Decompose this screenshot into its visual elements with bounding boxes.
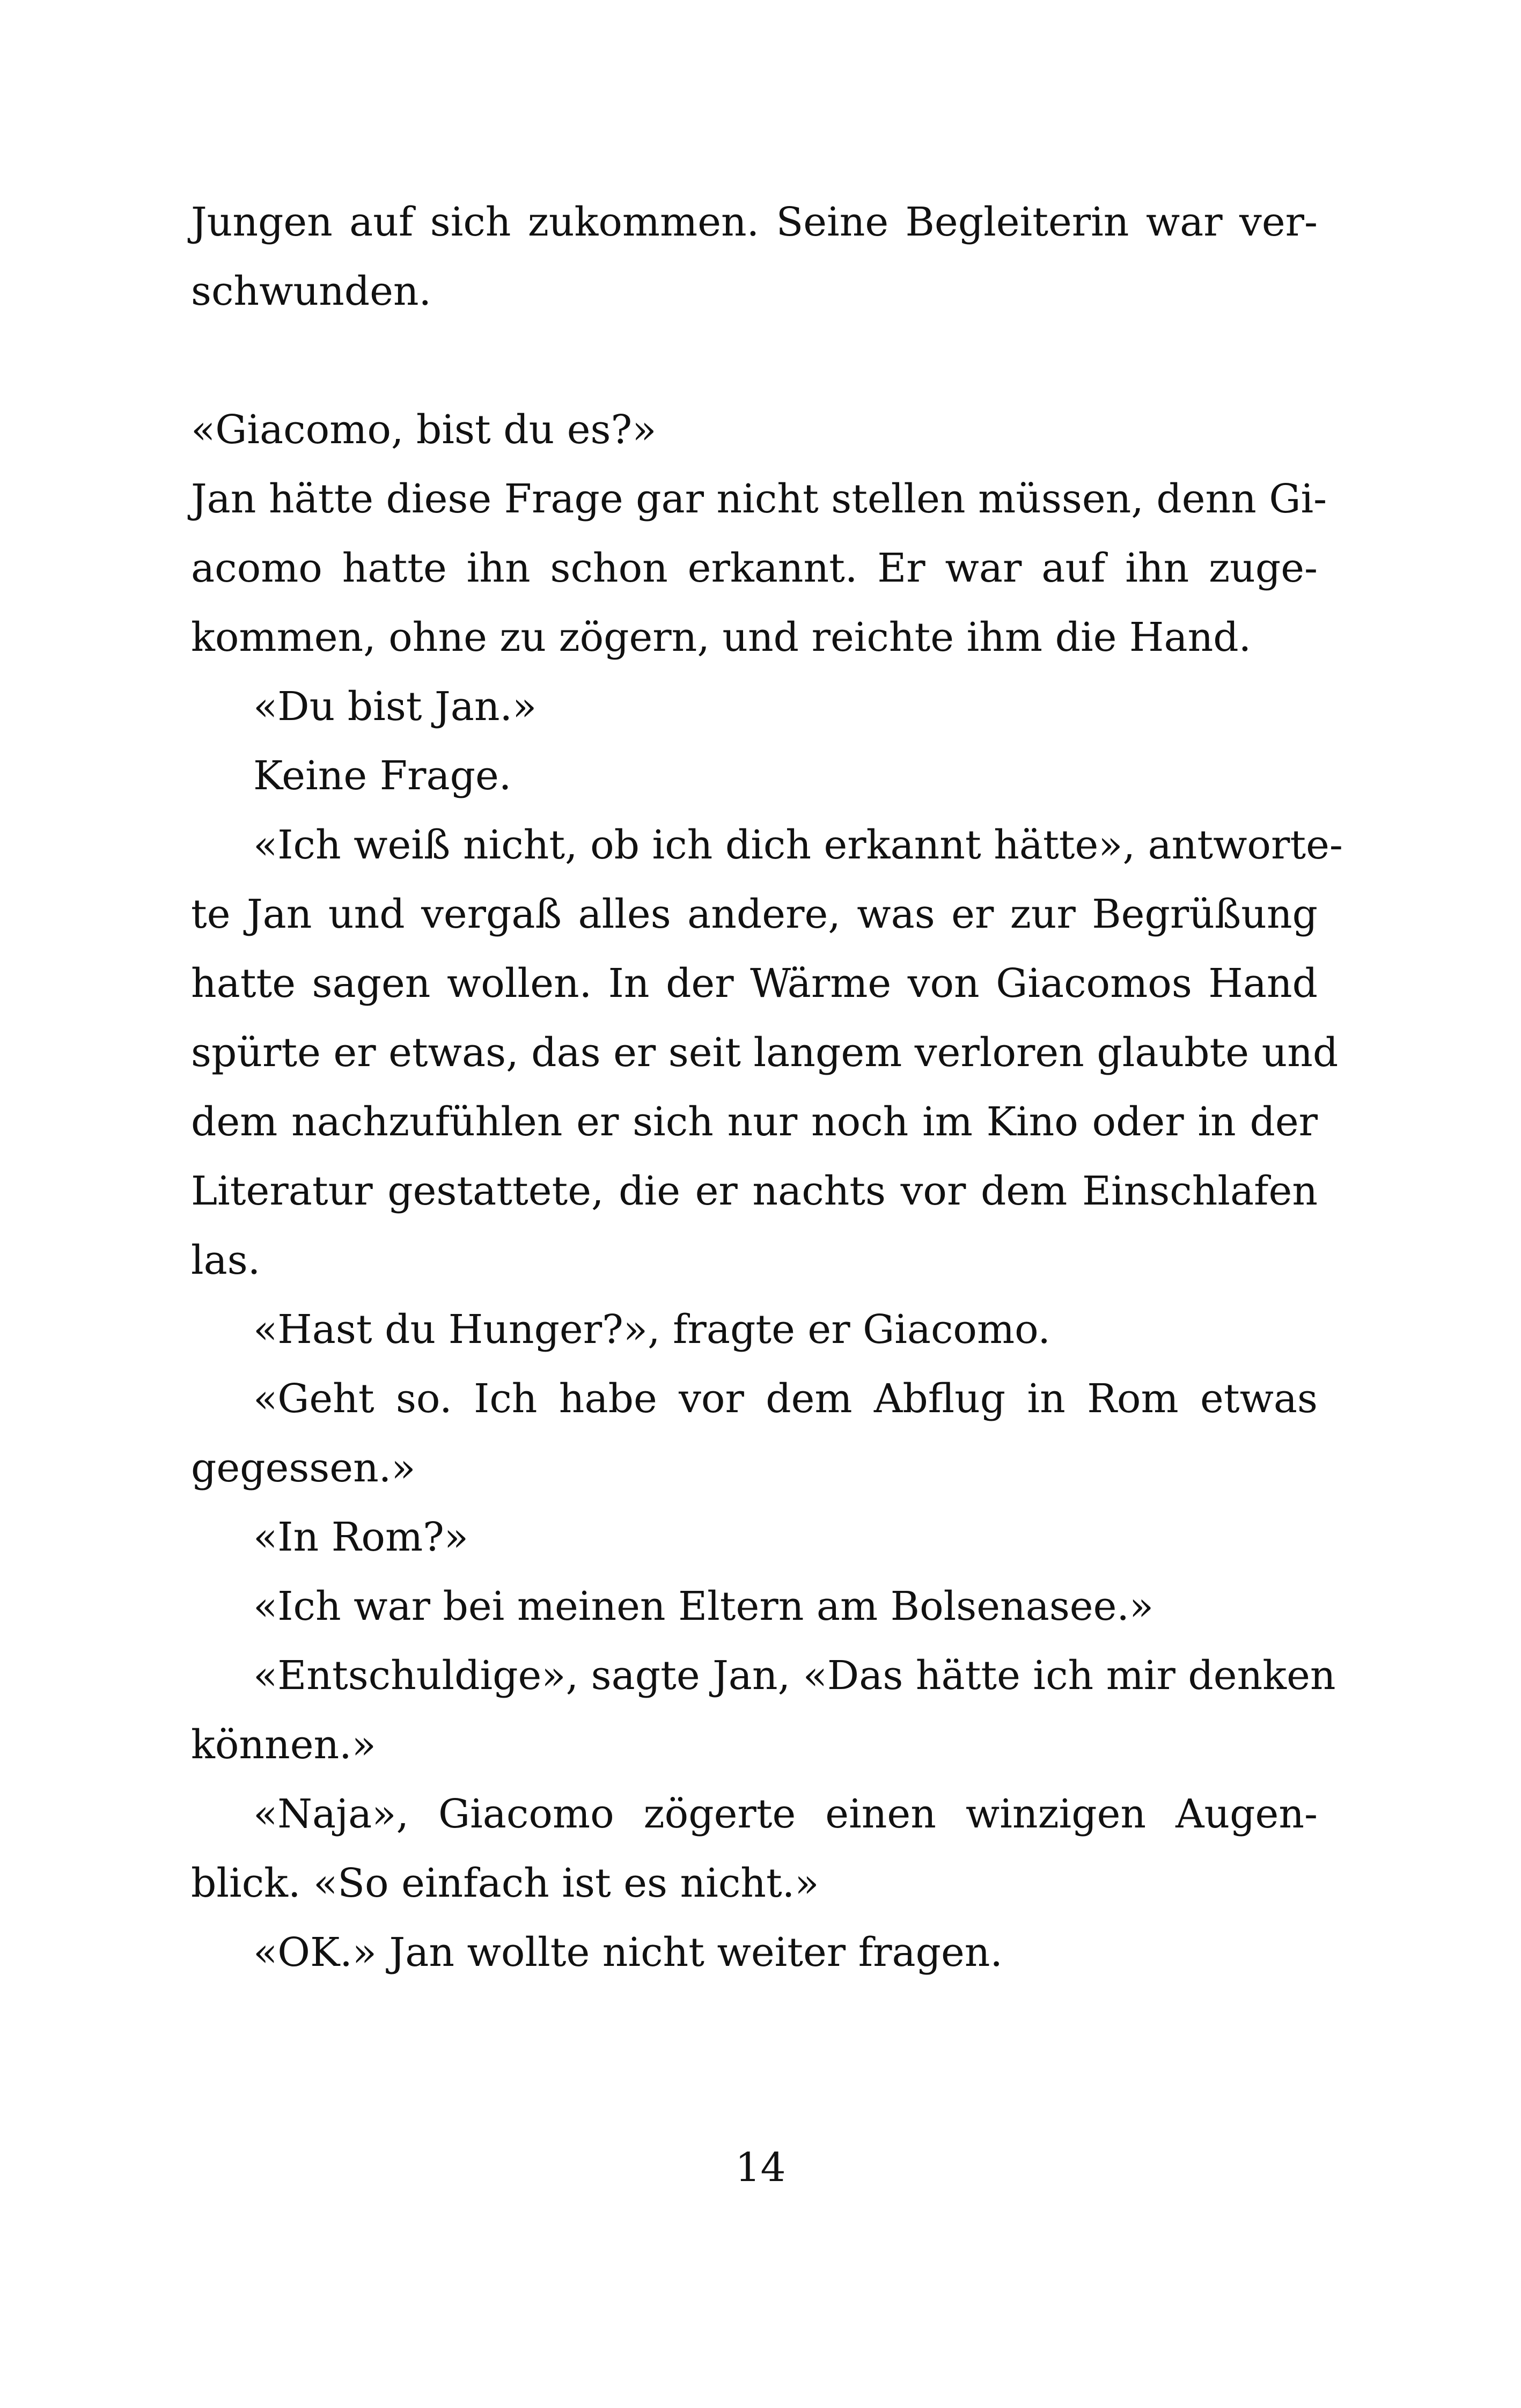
- text-line: «Du bist Jan.»: [253, 684, 537, 730]
- text-line: hatte sagen wollen. In der Wärme von Giacomos Hand: [191, 960, 1318, 1007]
- text-line: gegessen.»: [191, 1445, 416, 1491]
- text-line: «Giacomo, bist du es?»: [191, 407, 657, 453]
- text-line: können.»: [191, 1722, 376, 1768]
- text-line: dem nachzufühlen er sich nur noch im Kino oder in der: [191, 1099, 1318, 1145]
- text-line: Jan hätte diese Frage gar nicht stellen müssen, denn Gi-: [191, 476, 1327, 522]
- text-line: «In Rom?»: [253, 1514, 469, 1560]
- text-line: Jungen auf sich zukommen. Seine Begleiterin war ver-: [191, 199, 1318, 245]
- text-line: blick. «So einfach ist es nicht.»: [191, 1860, 819, 1906]
- text-line: kommen, ohne zu zögern, und reichte ihm die Hand.: [191, 614, 1252, 660]
- text-line: acomo hatte ihn schon erkannt. Er war auf ihn zuge-: [191, 545, 1318, 591]
- text-line: las.: [191, 1237, 261, 1283]
- text-line: schwunden.: [191, 268, 432, 314]
- text-line: «Ich war bei meinen Eltern am Bolsenasee.»: [253, 1583, 1154, 1629]
- text-line: te Jan und vergaß alles andere, was er zur Begrüßung: [191, 891, 1318, 937]
- text-line: «Entschuldige», sagte Jan, «Das hätte ich mir denken: [253, 1653, 1336, 1699]
- text-line: «OK.» Jan wollte nicht weiter fragen.: [253, 1929, 1003, 1976]
- text-line: spürte er etwas, das er seit langem verloren glaubte und: [191, 1030, 1339, 1076]
- paragraph-gap: [191, 326, 1318, 395]
- text-line: «Naja», Giacomo zögerte einen winzigen Augen-: [253, 1791, 1318, 1837]
- page-body: [191, 188, 1343, 1987]
- text-line: «Ich weiß nicht, ob ich dich erkannt hätte», antworte-: [253, 822, 1343, 868]
- text-line: «Hast du Hunger?», fragte er Giacomo.: [253, 1306, 1050, 1353]
- page-number: 14: [735, 2145, 786, 2191]
- text-line: Literatur gestattete, die er nachts vor dem Einschlafen: [191, 1168, 1318, 1214]
- text-line: Keine Frage.: [253, 753, 512, 799]
- text-line: «Geht so. Ich habe vor dem Abflug in Rom etwas: [253, 1376, 1318, 1422]
